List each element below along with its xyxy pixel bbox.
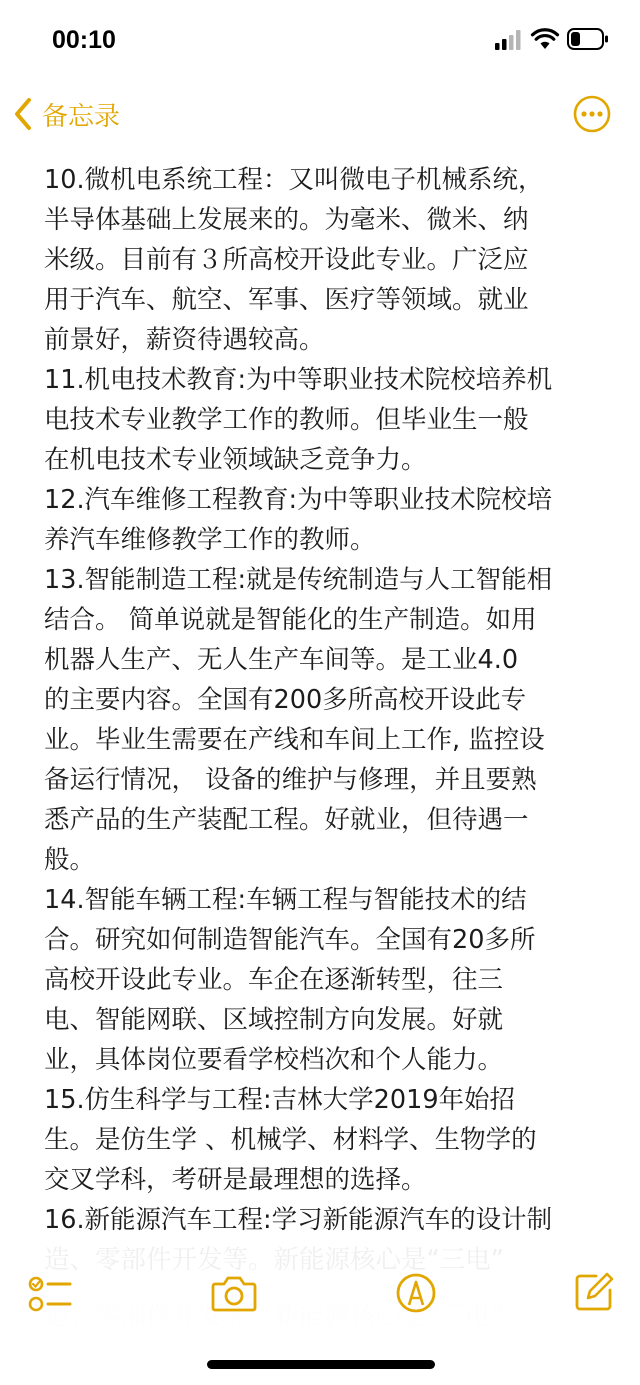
note-line: 用于汽车、航空、军事、医疗等领域。就业 [44, 285, 529, 315]
back-button[interactable] [12, 94, 120, 134]
wifi-icon [531, 28, 559, 50]
note-line: 10.微机电系统工程：又叫微电子机械系统， [44, 165, 544, 195]
note-line: 16.新能源汽车工程:学习新能源汽车的设计制 [44, 1205, 553, 1235]
note-line: 业，具体岗位要看学校档次和个人能力。 [44, 1045, 504, 1075]
nav-bar [0, 82, 640, 152]
note-line: 备运行情况， 设备的维护与修理，并且要熟 [44, 765, 537, 795]
note-line: 13.智能制造工程:就是传统制造与人工智能相 [44, 565, 553, 595]
note-line: 悉产品的生产装配工程。好就业，但待遇一 [44, 805, 529, 835]
note-line: 前景好，薪资待遇较高。 [44, 325, 325, 355]
note-line: 15.仿生科学与工程:吉林大学2019年始招 [44, 1085, 516, 1115]
note-line: 半导体基础上发展来的。为毫米、微米、纳 [44, 205, 529, 235]
note-line: 电技术专业教学工作的教师。但毕业生一般 [44, 405, 529, 435]
chevron-left-icon [12, 96, 34, 132]
status-time: 00:10 [52, 26, 116, 54]
note-line: 生。是仿生学 、机械学、材料学、生物学的 [44, 1125, 537, 1155]
note-line: 11.机电技术教育:为中等职业技术院校培养机 [44, 365, 553, 395]
cellular-signal-icon [495, 30, 521, 50]
more-options-icon[interactable] [572, 94, 612, 134]
compose-icon[interactable] [574, 1272, 614, 1312]
note-body[interactable] [0, 150, 640, 1247]
note-line: 米级。目前有３所高校开设此专业。广泛应 [44, 245, 529, 275]
note-line: 高校开设此专业。车企在逐渐转型，往三 [44, 965, 504, 995]
note-line: 12.汽车维修工程教育:为中等职业技术院校培 [44, 485, 553, 515]
note-line: 14.智能车辆工程:车辆工程与智能技术的结 [44, 885, 527, 915]
note-line: 般。 [44, 845, 96, 875]
note-line: 合。研究如何制造智能汽车。全国有20多所 [44, 925, 536, 955]
note-line: 电、智能网联、区域控制方向发展。好就 [44, 1005, 504, 1035]
camera-icon[interactable] [211, 1274, 257, 1314]
note-line: 业。毕业生需要在产线和车间上工作, 监控设 [44, 725, 545, 755]
back-label: 备忘录 [42, 101, 121, 132]
note-line: 在机电技术专业领域缺乏竞争力。 [44, 445, 427, 475]
note-line: 交叉学科，考研是最理想的选择。 [44, 1165, 427, 1195]
note-line: 养汽车维修教学工作的教师。 [44, 525, 376, 555]
checklist-icon[interactable] [28, 1274, 72, 1314]
status-bar [0, 0, 640, 82]
note-line: 机器人生产、无人生产车间等。是工业4.0 [44, 645, 519, 675]
markup-pen-icon[interactable] [395, 1272, 437, 1314]
home-indicator[interactable] [207, 1360, 435, 1369]
battery-icon [567, 28, 609, 50]
note-line: 结合。 简单说就是智能化的生产制造。如用 [44, 605, 537, 635]
note-line: 的主要内容。全国有200多所高校开设此专 [44, 685, 527, 715]
